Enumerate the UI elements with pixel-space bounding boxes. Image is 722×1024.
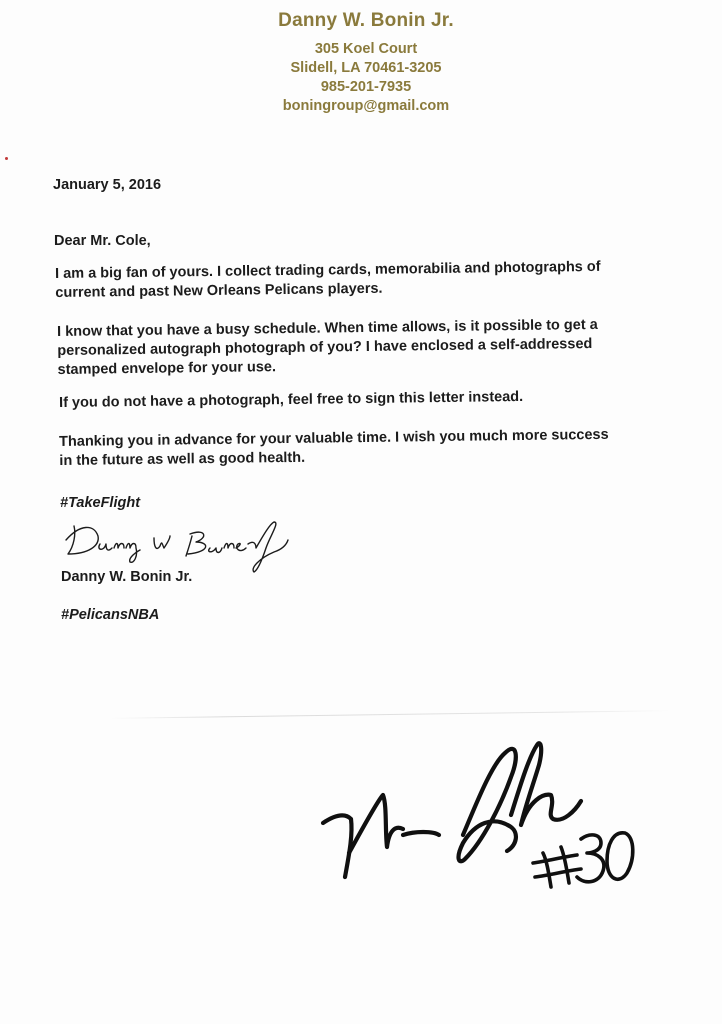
paper-fold-line	[110, 710, 670, 719]
sender-city: Slidell, LA 70461-3205	[290, 60, 442, 76]
sender-email: boningroup@gmail.com	[282, 98, 450, 114]
autograph-image	[315, 735, 645, 895]
paragraph-4-line-2: in the future as well as good health.	[59, 449, 306, 469]
signature-name: Danny W. Bonin Jr.	[61, 569, 193, 585]
paragraph-1-line-1: I am a big fan of yours. I collect trading cards, memorabilia and photographs of	[55, 258, 601, 282]
paragraph-2-line-2: personalized autograph photograph of you? I have enclosed a self-addressed	[57, 335, 593, 359]
hashtag-takeflight: #TakeFlight	[60, 495, 141, 511]
sender-phone: 985-201-7935	[320, 79, 412, 95]
sender-signature-image	[60, 514, 300, 576]
paragraph-1	[55, 257, 685, 303]
letterhead	[0, 10, 722, 116]
paragraph-2	[57, 315, 688, 380]
paragraph-4-line-1: Thanking you in advance for your valuable time. I wish you much more success	[59, 426, 609, 450]
sender-name: Danny W. Bonin Jr.	[278, 10, 454, 31]
letter-date: January 5, 2016	[53, 177, 162, 193]
paragraph-2-line-1: I know that you have a busy schedule. When time allows, is it possible to get a	[57, 316, 598, 340]
paragraph-2-line-3: stamped envelope for your use.	[57, 359, 277, 378]
hashtag-pelicansnba: #PelicansNBA	[61, 607, 160, 623]
paragraph-4	[59, 425, 689, 471]
paragraph-1-line-2: current and past New Orleans Pelicans players.	[55, 280, 383, 301]
sender-address: 305 Koel Court	[314, 41, 418, 57]
paragraph-3: If you do not have a photograph, feel free to sign this letter instead.	[59, 388, 524, 411]
salutation: Dear Mr. Cole,	[54, 233, 151, 249]
ink-speck	[5, 157, 8, 160]
